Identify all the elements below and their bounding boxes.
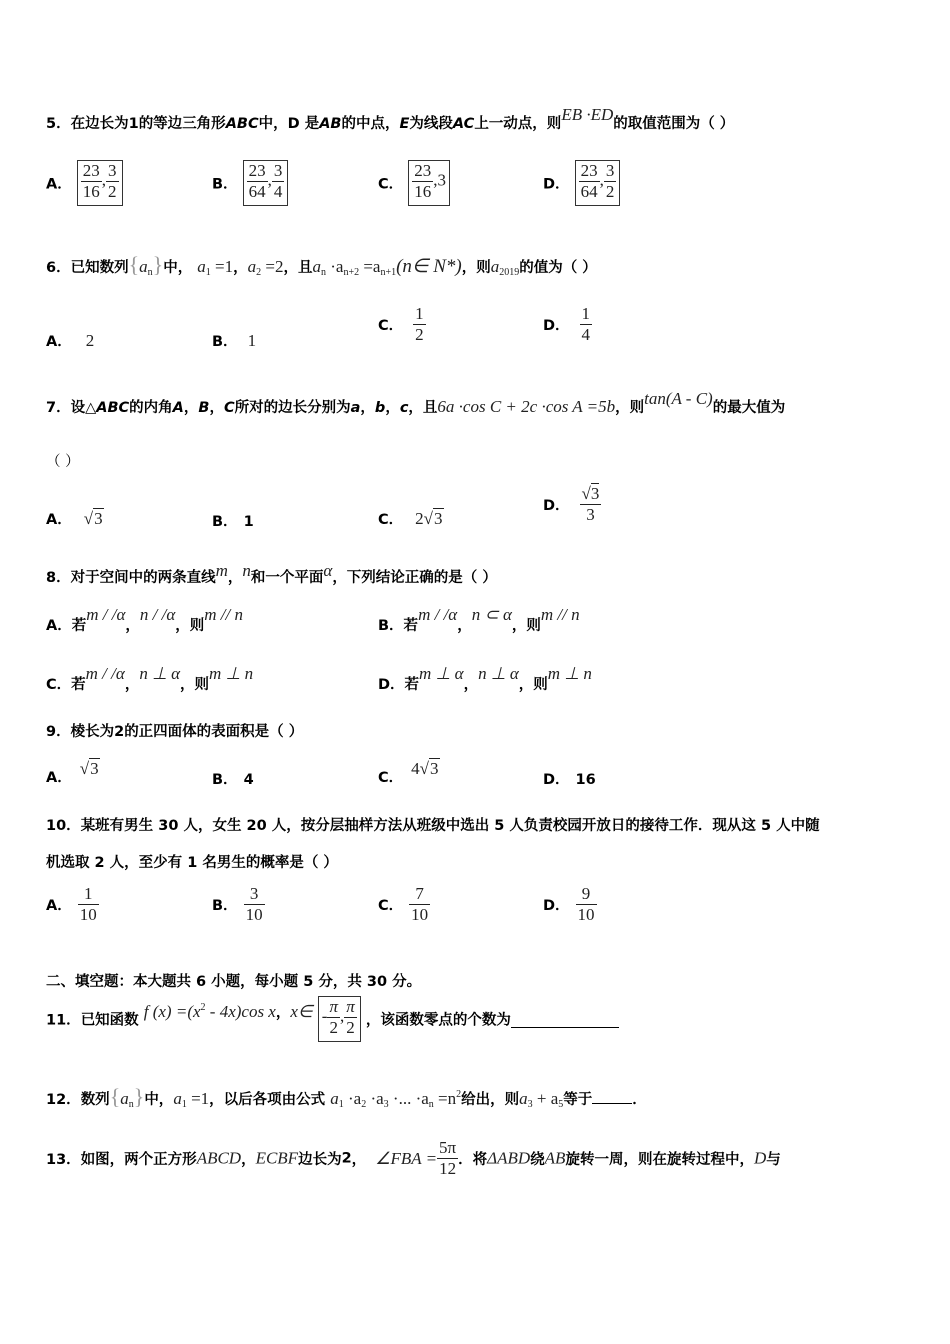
q10-option-c[interactable]: C． $\frac{7}{10}$ xyxy=(378,884,429,924)
q9-option-b[interactable]: B． 4 xyxy=(212,772,254,788)
question-6: 6．已知数列$\{a_n\}$中， $a_1 =1$，$a_2 =2$，且$a_n \cdot a_{n+2}$ $=a_{n+1}(n\in$ N*)，则$a_{2019}$的值为（ ） xyxy=(46,252,597,278)
q10-option-b[interactable]: B． $\frac{3}{10}$ xyxy=(212,884,263,924)
q8-option-b[interactable]: B．若m / /α，n ⊂ α，则m // n xyxy=(378,605,580,634)
q10-option-d[interactable]: D． $\frac{9}{10}$ xyxy=(543,884,595,924)
section-2-heading: 二、填空题：本大题共 6 小题，每小题 5 分，共 30 分。 xyxy=(46,974,422,990)
q6-option-b[interactable]: B． 1 xyxy=(212,331,257,350)
q6-option-d[interactable]: D． $\frac{1}{4}$ xyxy=(543,304,591,344)
q5-option-a[interactable]: A． $\frac{23}{16}$ , $\frac{3}{2}$ xyxy=(46,160,123,206)
q9-option-c[interactable]: C． 4√3 xyxy=(378,759,439,786)
q7-option-c[interactable]: C． 2√3 xyxy=(378,509,443,528)
question-9: 9．棱长为2的正四面体的表面积是（ ） xyxy=(46,724,304,740)
question-10-line2: 机选取 2 人，至少有 1 名男生的概率是（ ） xyxy=(46,855,338,871)
q7-option-b[interactable]: B． 1 xyxy=(212,514,254,530)
question-13: 13．如图，两个正方形ABCD，ECBF边长为2， ∠FBA = $\frac{5\pi}{12}$ ．将ΔABD绕AB旋转一周，则在旋转过程中，D与 xyxy=(46,1138,781,1178)
q8-option-c[interactable]: C．若m / /α，n ⊥ α，则m ⊥ n xyxy=(46,664,254,693)
q7-option-d[interactable]: D． $\frac{√3}{3}$ xyxy=(543,484,600,524)
q5-vector-expression: EB ·ED xyxy=(561,105,614,124)
q10-option-a[interactable]: A． $\frac{1}{10}$ xyxy=(46,884,97,924)
q12-answer-blank[interactable] xyxy=(592,1089,632,1104)
question-11: 11．已知函数 f $(x) =(x^2 - 4x)\cos$ x，x∈ - $\frac{\pi}{2}$ , $\frac{\pi}{2}$ ，该函数零点的个数为 xyxy=(46,996,619,1042)
question-8: 8．对于空间中的两条直线m，n和一个平面α，下列结论正确的是（ ） xyxy=(46,561,497,586)
q5-number: 5． xyxy=(46,116,71,132)
q5-option-c[interactable]: C． $\frac{23}{16}$ ,3 xyxy=(378,160,450,206)
q7-answer-parentheses: （ ） xyxy=(46,454,80,470)
q6-option-c[interactable]: C． $\frac{1}{2}$ xyxy=(378,304,424,344)
q7-equation: 6a ·cos C + 2c ·cos A =5b xyxy=(437,397,616,416)
q6-option-a[interactable]: A． 2 xyxy=(46,331,95,350)
q9-option-d[interactable]: D． 16 xyxy=(543,772,596,788)
question-12: 12．数列$\{a_n\}$中，$a_1 =1$，以后各项由公式 $a_1 \cdot a_2 \cdot a_3$ ·... $\cdot a_n =n^2$给出，则$a_3 + a_5$等于 ． xyxy=(46,1084,647,1110)
question-10: 10．某班有男生 30 人，女生 20 人，按分层抽样方法从班级中选出 5 人负责校园开放日的接待工作．现从这 5 人中随 xyxy=(46,818,820,834)
q5-option-d[interactable]: D． $\frac{23}{64}$ , $\frac{3}{2}$ xyxy=(543,160,620,206)
q5-option-b[interactable]: B． $\frac{23}{64}$ , $\frac{3}{4}$ xyxy=(212,160,288,206)
question-7: 7．设△ABC的内角A，B，C所对的边长分别为a，b，c，且6a ·cos C + 2c ·cos A =5b，则tan(A - C)的最大值为 xyxy=(46,389,786,416)
q11-answer-blank[interactable] xyxy=(511,1011,619,1028)
q8-option-a[interactable]: A．若m / /α，n / /α，则m // n xyxy=(46,605,243,634)
q9-option-a[interactable]: A． √3 xyxy=(46,759,99,786)
q7-option-a[interactable]: A． √3 xyxy=(46,509,103,528)
q8-option-d[interactable]: D．若m ⊥ α，n ⊥ α，则m ⊥ n xyxy=(378,664,592,693)
question-5: 5．在边长为1的等边三角形ABC中，D 是AB的中点，E为线段AC上一动点，则EB ·ED的取值范围为（ ） xyxy=(46,105,735,132)
